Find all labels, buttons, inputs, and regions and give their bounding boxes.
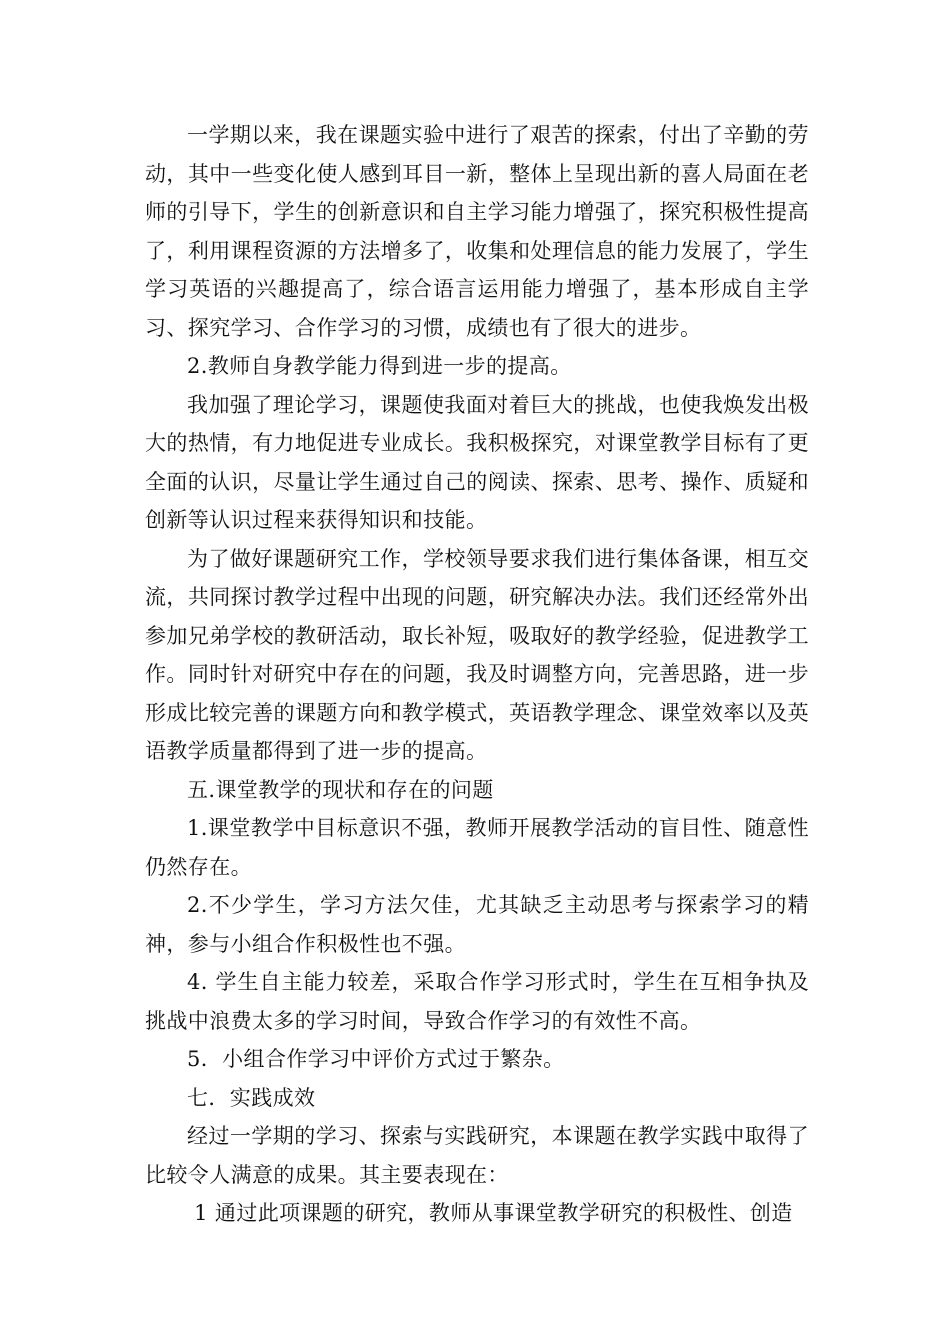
section-heading-results: 七．实践成效 [187,1085,316,1110]
paragraph-teacher-improvement-heading: 2.教师自身教学能力得到进一步的提高。 [187,354,572,378]
paragraph-teaching-results: 一学期以来，我在课题实验中进行了艰苦的探索，付出了辛勤的劳动，其中一些变化使人感到耳目一新，整体上呈现出新的喜人局面在老师的引导下，学生的创新意识和自主学习能力增强了，探究积极性提高了，利用课程资源的方法增多了，收集和处理信息的能力发展了，学生学习英语的兴趣提高了，综合语言运用能力增强了，基本形成自主学习、探究学习、合作学习的习惯，成绩也有了很大的进步。 [145,123,809,340]
paragraph-results-intro: 经过一学期的学习、探索与实践研究，本课题在教学实践中取得了比较令人满意的成果。其主要表现在： [145,1124,809,1187]
result-item-1: 1 通过此项课题的研究，教师从事课堂教学研究的积极性、创造 [187,1201,793,1225]
problem-item-5: 5．小组合作学习中评价方式过于繁杂。 [187,1047,565,1071]
problem-item-1: 1.课堂教学中目标意识不强，教师开展教学活动的盲目性、随意性仍然存在。 [145,816,809,879]
paragraph-theory-study: 我加强了理论学习，课题使我面对着巨大的挑战，也使我焕发出极大的热情，有力地促进专业成长。我积极探究，对课堂教学目标有了更全面的认识，尽量让学生通过自己的阅读、探索、思考、操作、质疑和创新等认识过程来获得知识和技能。 [145,392,809,532]
section-heading-problems: 五.课堂教学的现状和存在的问题 [187,777,494,802]
document-body [145,116,809,1233]
paragraph-research-work: 为了做好课题研究工作，学校领导要求我们进行集体备课，相互交流，共同探讨教学过程中出现的问题，研究解决办法。我们还经常外出参加兄弟学校的教研活动，取长补短，吸取好的教学经验，促进教学工作。同时针对研究中存在的问题，我及时调整方向，完善思路，进一步形成比较完善的课题方向和教学模式，英语教学理念、课堂效率以及英语教学质量都得到了进一步的提高。 [145,546,809,763]
problem-item-4: 4. 学生自主能力较差，采取合作学习形式时，学生在互相争执及挑战中浪费太多的学习时间，导致合作学习的有效性不高。 [145,970,809,1033]
problem-item-2: 2.不少学生，学习方法欠佳，尤其缺乏主动思考与探索学习的精神，参与小组合作积极性也不强。 [145,893,809,956]
